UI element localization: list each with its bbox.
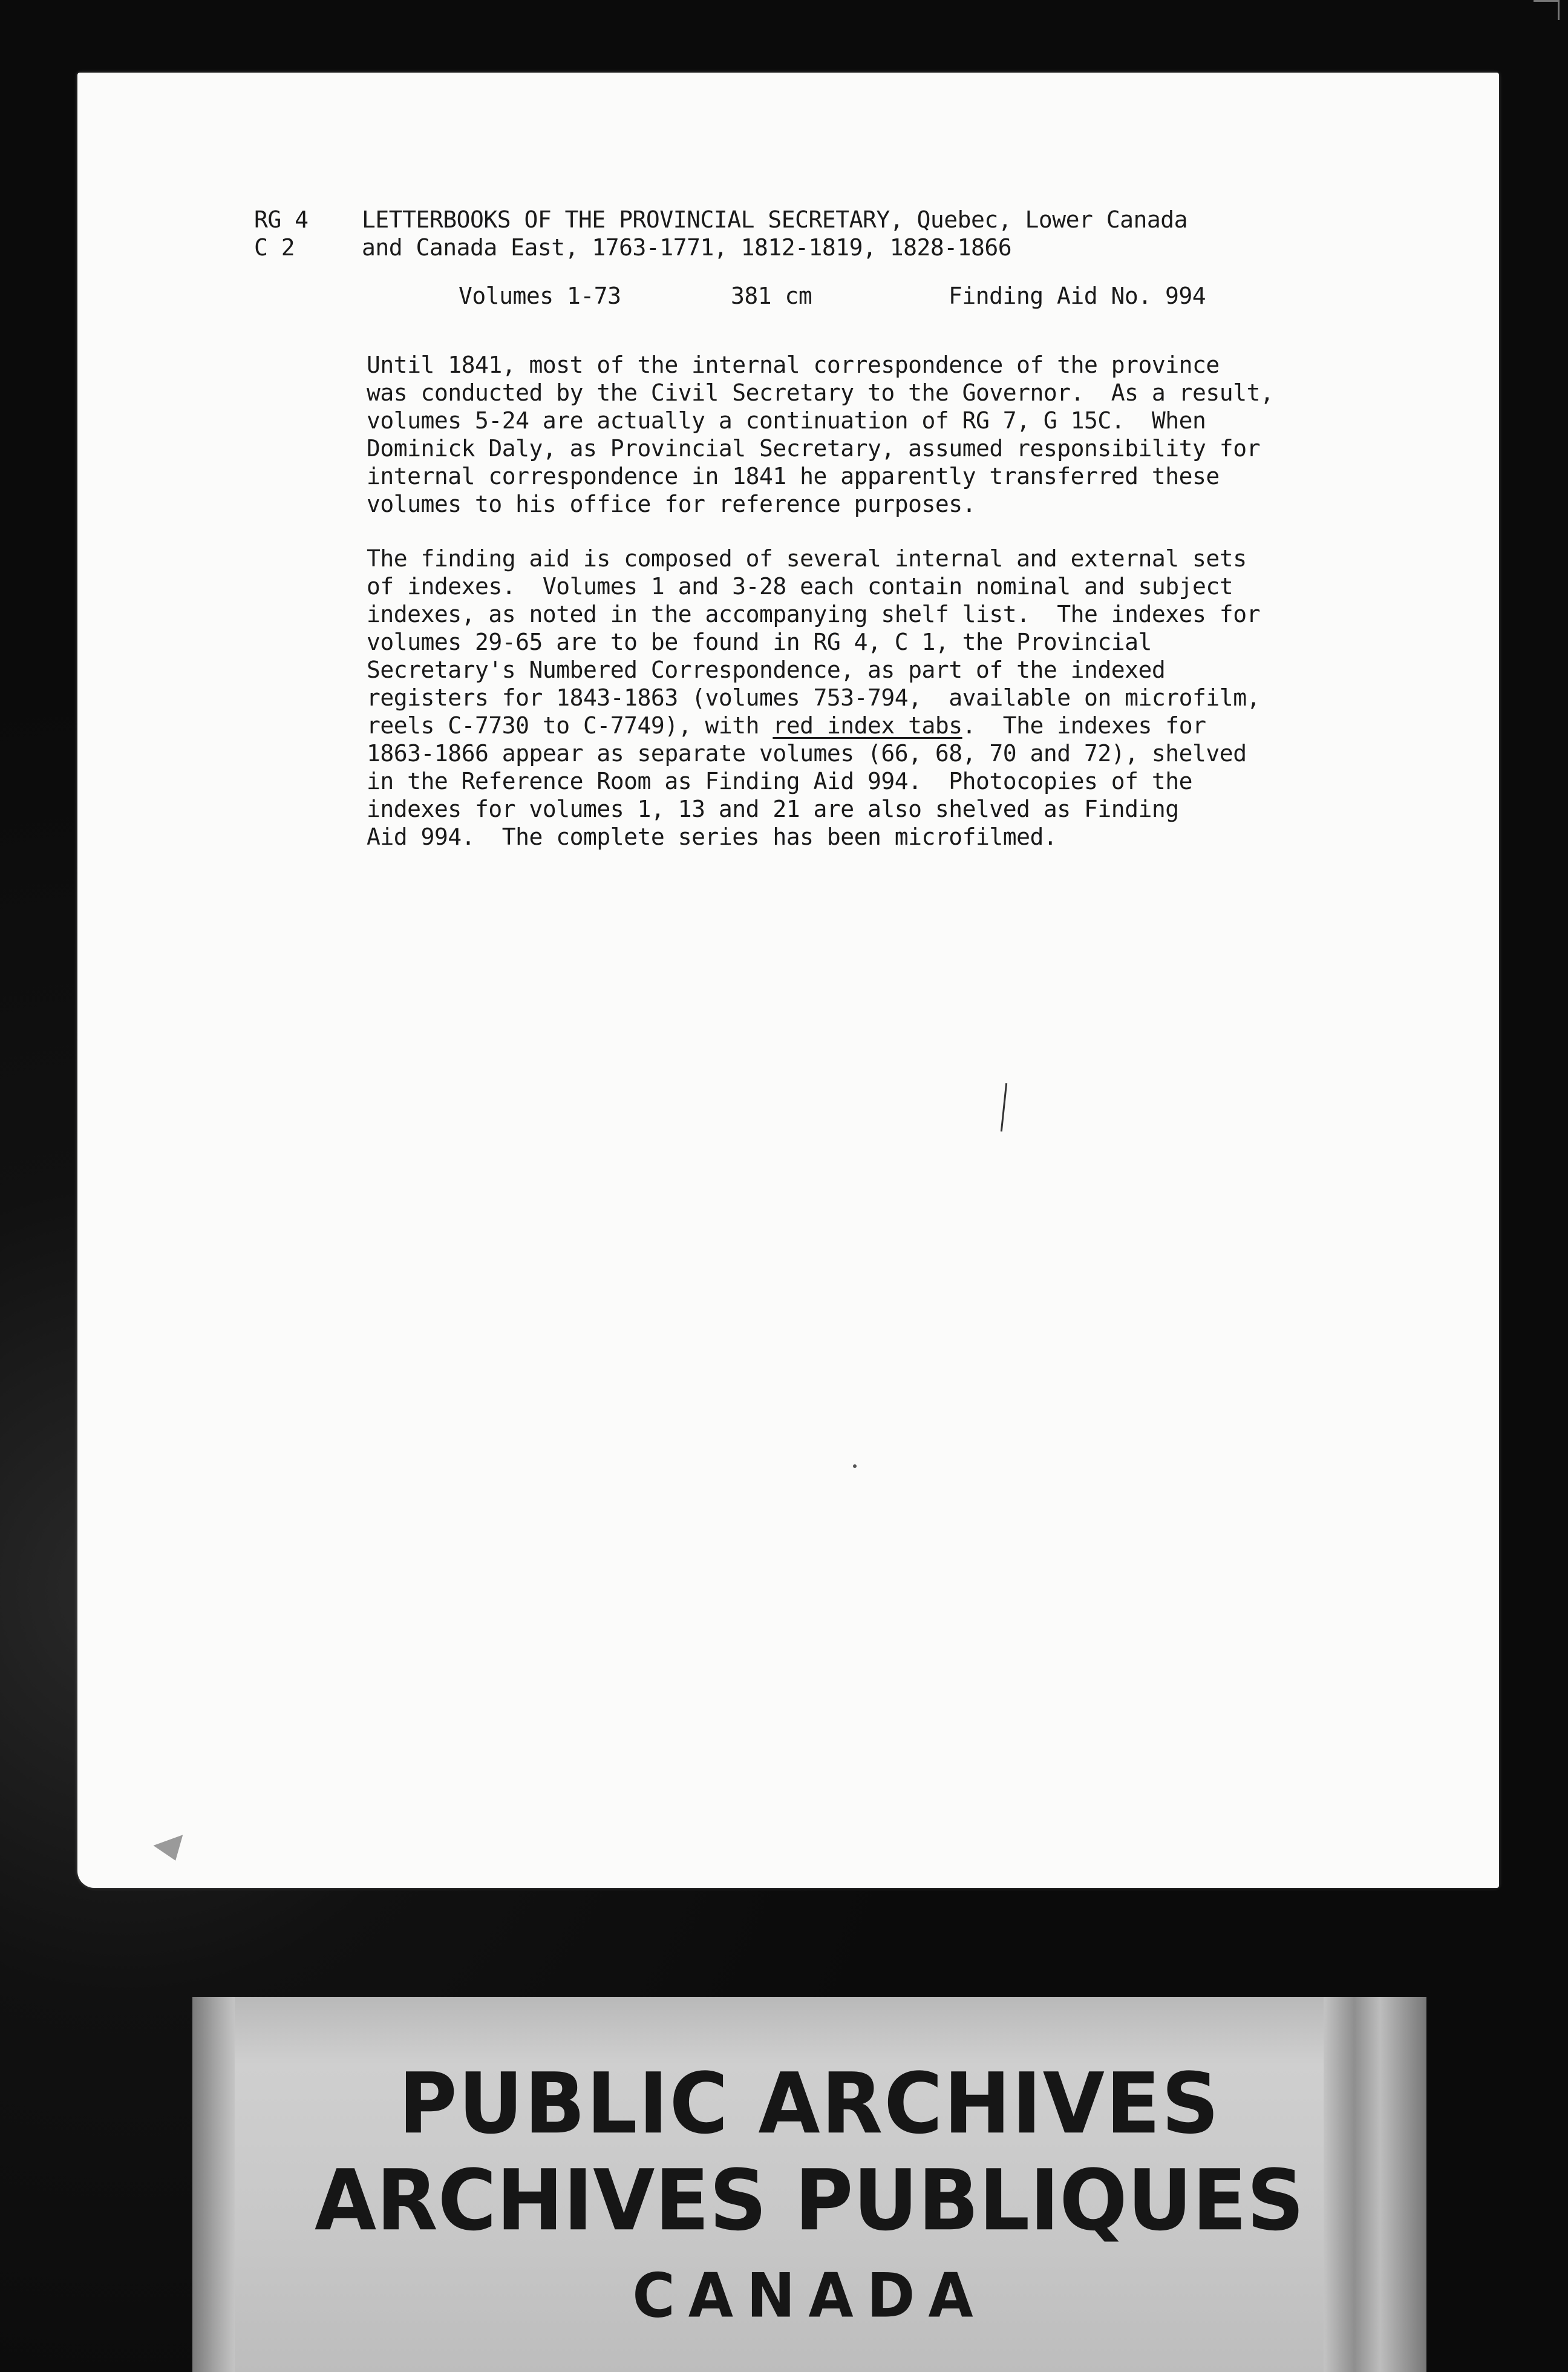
paragraph-line: volumes 29-65 are to be found in RG 4, C 1, the Provincial bbox=[367, 629, 1152, 655]
stamp-line-country: CANADA bbox=[632, 2260, 987, 2331]
extent-row bbox=[77, 282, 1499, 312]
document-title bbox=[362, 206, 1390, 261]
paragraph-line: The finding aid is composed of several internal and external sets bbox=[367, 545, 1247, 572]
pen-mark bbox=[1001, 1083, 1007, 1132]
paragraph-line: registers for 1843-1863 (volumes 753-794, available on microfilm, bbox=[367, 684, 1260, 711]
volumes-range: Volumes 1-73 bbox=[459, 283, 621, 309]
record-group-reference bbox=[254, 206, 309, 261]
paragraph-line: Dominick Daly, as Provincial Secretary, assumed responsibility for bbox=[367, 435, 1260, 462]
line-fragment: . The indexes for bbox=[962, 712, 1206, 739]
extent-size: 381 cm bbox=[731, 283, 812, 309]
archive-stamp bbox=[192, 1997, 1426, 2372]
stamp-line-french: ARCHIVES PUBLIQUES bbox=[314, 2152, 1304, 2250]
paragraph-line: in the Reference Room as Finding Aid 994. Photocopies of the bbox=[367, 768, 1193, 794]
film-corner-mark bbox=[1534, 0, 1560, 20]
paragraph-line bbox=[367, 712, 1395, 739]
paragraph-finding-aid bbox=[367, 545, 1395, 851]
underlined-text: red index tabs bbox=[773, 712, 962, 739]
record-group: RG 4 bbox=[254, 206, 309, 233]
line-fragment: reels C-7730 to C-7749), with bbox=[367, 712, 773, 739]
paper-speck bbox=[853, 1464, 857, 1468]
paragraph-line: Aid 994. The complete series has been microfilmed. bbox=[367, 824, 1057, 850]
series-code: C 2 bbox=[254, 234, 295, 261]
paragraph-line: Until 1841, most of the internal correspondence of the province bbox=[367, 352, 1220, 378]
paragraph-line: Secretary's Numbered Correspondence, as part of the indexed bbox=[367, 657, 1166, 683]
paragraph-line: 1863-1866 appear as separate volumes (66, 68, 70 and 72), shelved bbox=[367, 740, 1247, 767]
paragraph-line: of indexes. Volumes 1 and 3-28 each contain nominal and subject bbox=[367, 573, 1233, 600]
paragraph-line: indexes, as noted in the accompanying shelf list. The indexes for bbox=[367, 601, 1260, 627]
paragraph-line: internal correspondence in 1841 he apparently transferred these bbox=[367, 463, 1220, 490]
stamp-line-english: PUBLIC ARCHIVES bbox=[398, 2055, 1221, 2153]
finding-aid-number: Finding Aid No. 994 bbox=[949, 283, 1206, 309]
document-text bbox=[77, 73, 1499, 1888]
paragraph-line: volumes 5-24 are actually a continuation of RG 7, G 15C. When bbox=[367, 407, 1206, 434]
document-page bbox=[77, 73, 1499, 1888]
title-line: and Canada East, 1763-1771, 1812-1819, 1828-1866 bbox=[362, 234, 1012, 261]
paragraph-line: indexes for volumes 1, 13 and 21 are also shelved as Finding bbox=[367, 796, 1179, 822]
paragraph-line: was conducted by the Civil Secretary to the Governor. As a result, bbox=[367, 379, 1274, 406]
paragraph-history bbox=[367, 351, 1395, 518]
title-line: LETTERBOOKS OF THE PROVINCIAL SECRETARY, Quebec, Lower Canada bbox=[362, 206, 1188, 233]
paragraph-line: volumes to his office for reference purposes. bbox=[367, 491, 976, 517]
